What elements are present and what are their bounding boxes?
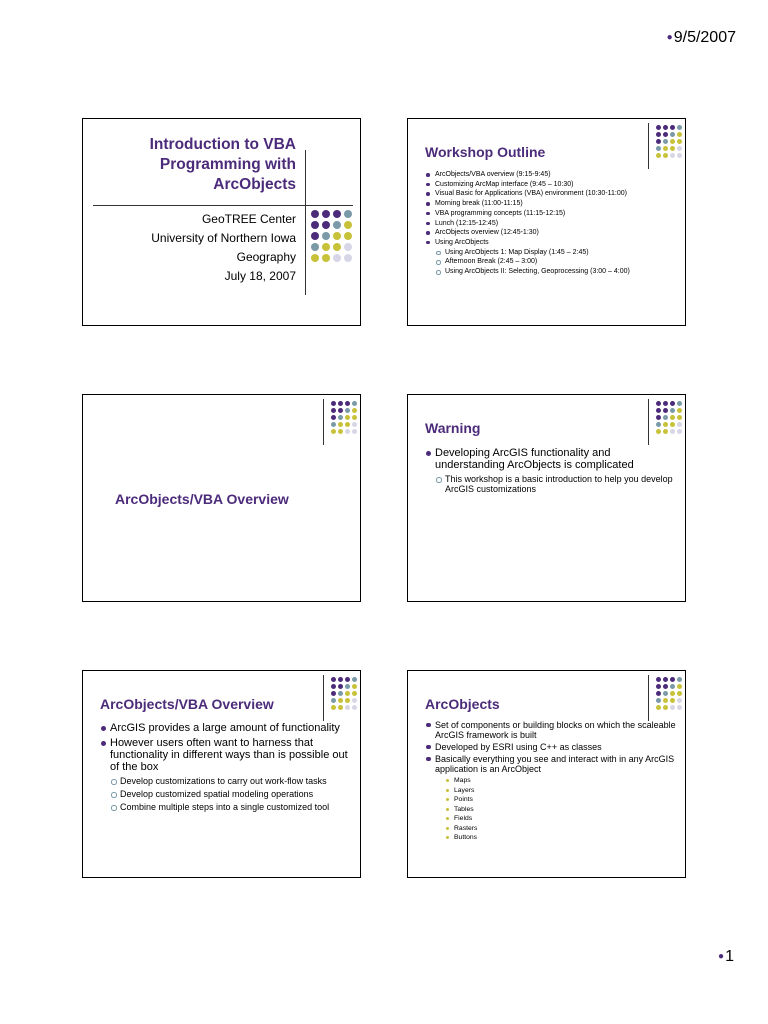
list-item: Visual Basic for Applications (VBA) environment (10:30-11:00) — [425, 189, 670, 199]
divider-vertical — [648, 675, 649, 721]
slide-overview[interactable] — [82, 670, 361, 878]
decorative-dots — [331, 401, 357, 434]
dot — [338, 677, 343, 682]
subtitle-line: Geography — [236, 250, 296, 264]
dot — [670, 429, 675, 434]
list-subitem: Points — [425, 795, 683, 805]
dot — [677, 691, 682, 696]
dot — [331, 705, 336, 710]
dot — [311, 221, 319, 229]
dot — [331, 698, 336, 703]
page-date — [667, 29, 736, 47]
list-subitem: Using ArcObjects II: Selecting, Geoprocessing (3:00 – 4:00) — [425, 267, 670, 277]
dot — [352, 408, 357, 413]
list-item: Set of components or building blocks on which the scaleable ArcGIS framework is built — [425, 720, 683, 740]
dot — [331, 429, 336, 434]
dot — [345, 684, 350, 689]
decorative-dots — [656, 401, 682, 434]
list-item: Developed by ESRI using C++ as classes — [425, 742, 683, 752]
dot — [345, 408, 350, 413]
dot — [677, 677, 682, 682]
slide-title: Warning — [425, 420, 481, 436]
list-item: However users often want to harness that functionality in different ways than is possible out of the box — [100, 737, 352, 773]
dot — [352, 415, 357, 420]
title-line: Introduction to VBA — [149, 136, 296, 153]
slide-title: ArcObjects/VBA Overview — [115, 491, 289, 507]
subtitle-line: University of Northern Iowa — [151, 231, 296, 245]
dot — [322, 243, 330, 251]
dot — [670, 698, 675, 703]
date-text: 9/5/2007 — [673, 29, 736, 46]
dot — [338, 429, 343, 434]
dot — [331, 415, 336, 420]
dot — [656, 691, 661, 696]
list-item: Morning break (11:00-11:15) — [425, 199, 670, 209]
dot — [670, 684, 675, 689]
dot — [670, 153, 675, 158]
dot — [656, 677, 661, 682]
dot — [677, 698, 682, 703]
bullet-list — [425, 447, 677, 497]
dot — [311, 232, 319, 240]
dot — [677, 132, 682, 137]
outline-list — [425, 170, 670, 277]
date-bullet: ● — [666, 32, 673, 43]
dot — [311, 254, 319, 262]
dot — [331, 684, 336, 689]
dot — [311, 243, 319, 251]
dot — [670, 422, 675, 427]
dot — [677, 415, 682, 420]
slide-title-intro[interactable] — [82, 118, 361, 326]
list-item: ArcGIS provides a large amount of functionality — [100, 722, 352, 734]
list-subitem: Combine multiple steps into a single customized tool — [100, 802, 352, 812]
dot — [670, 415, 675, 420]
dot — [345, 677, 350, 682]
divider-vertical — [648, 123, 649, 169]
dot — [345, 691, 350, 696]
dot — [663, 132, 668, 137]
title-line: ArcObjects — [213, 176, 296, 193]
dot — [333, 254, 341, 262]
dot — [322, 210, 330, 218]
list-item: ArcObjects/VBA overview (9:15-9:45) — [425, 170, 670, 180]
dot — [345, 401, 350, 406]
dot — [670, 691, 675, 696]
slide-title — [82, 135, 296, 195]
subtitle-line: July 18, 2007 — [224, 269, 296, 283]
decorative-dots — [311, 210, 352, 262]
dot — [344, 243, 352, 251]
dot — [677, 139, 682, 144]
dot — [338, 691, 343, 696]
list-subitem: Develop customized spatial modeling operations — [100, 789, 352, 799]
dot — [345, 415, 350, 420]
list-subitem: Using ArcObjects 1: Map Display (1:45 – 2:45) — [425, 248, 670, 258]
dot — [677, 401, 682, 406]
dot — [656, 125, 661, 130]
dot — [663, 677, 668, 682]
dot — [670, 705, 675, 710]
dot — [352, 429, 357, 434]
dot — [670, 401, 675, 406]
divider-vertical — [305, 150, 306, 206]
list-subitem: Develop customizations to carry out work-flow tasks — [100, 776, 352, 786]
bullet-list — [425, 720, 683, 843]
dot — [344, 254, 352, 262]
dot — [663, 415, 668, 420]
dot — [338, 408, 343, 413]
dot — [670, 408, 675, 413]
dot — [677, 146, 682, 151]
dot — [656, 698, 661, 703]
dot — [663, 153, 668, 158]
dot — [331, 677, 336, 682]
dot — [345, 429, 350, 434]
decorative-dots — [656, 125, 682, 158]
dot — [331, 422, 336, 427]
list-item: VBA programming concepts (11:15-12:15) — [425, 209, 670, 219]
dot — [677, 705, 682, 710]
dot — [352, 691, 357, 696]
dot — [663, 125, 668, 130]
dot — [344, 210, 352, 218]
dot — [322, 254, 330, 262]
dot — [331, 408, 336, 413]
dot — [331, 691, 336, 696]
dot — [663, 146, 668, 151]
decorative-dots — [656, 677, 682, 710]
dot — [338, 705, 343, 710]
dot — [663, 139, 668, 144]
dot — [656, 153, 661, 158]
dot — [663, 698, 668, 703]
dot — [344, 221, 352, 229]
dot — [352, 684, 357, 689]
dot — [333, 210, 341, 218]
dot — [311, 210, 319, 218]
page-bullet: ● — [718, 951, 725, 962]
dot — [656, 705, 661, 710]
dot — [663, 429, 668, 434]
dot — [344, 232, 352, 240]
dot — [656, 684, 661, 689]
list-item: Customizing ArcMap interface (9:45 – 10:30) — [425, 180, 670, 190]
bullet-list — [100, 722, 352, 815]
dot — [677, 125, 682, 130]
dot — [677, 422, 682, 427]
dot — [670, 677, 675, 682]
dot — [333, 221, 341, 229]
dot — [656, 429, 661, 434]
slide-warning[interactable] — [407, 394, 686, 602]
dot — [670, 146, 675, 151]
dot — [333, 232, 341, 240]
list-subitem: Rasters — [425, 824, 683, 834]
dot — [338, 415, 343, 420]
dot — [352, 422, 357, 427]
dot — [322, 232, 330, 240]
dot — [338, 698, 343, 703]
dot — [338, 684, 343, 689]
list-subitem: This workshop is a basic introduction to help you develop ArcGIS customizations — [425, 474, 677, 494]
dot — [656, 139, 661, 144]
divider-vertical — [648, 399, 649, 445]
list-item: ArcObjects overview (12:45-1:30) — [425, 228, 670, 238]
dot — [677, 684, 682, 689]
list-item: Lunch (12:15-12:45) — [425, 219, 670, 229]
page-number — [718, 948, 734, 966]
dot — [352, 401, 357, 406]
dot — [331, 401, 336, 406]
dot — [670, 132, 675, 137]
dot — [338, 401, 343, 406]
list-subitem: Tables — [425, 805, 683, 815]
list-subitem: Buttons — [425, 833, 683, 843]
dot — [663, 691, 668, 696]
dot — [656, 132, 661, 137]
decorative-dots — [331, 677, 357, 710]
dot — [677, 429, 682, 434]
slide-arcobjects[interactable] — [407, 670, 686, 878]
dot — [345, 705, 350, 710]
slide-subtitle — [82, 210, 296, 286]
dot — [663, 684, 668, 689]
dot — [656, 146, 661, 151]
dot — [670, 125, 675, 130]
divider-horizontal — [93, 205, 353, 206]
dot — [345, 698, 350, 703]
dot — [656, 408, 661, 413]
slide-section-overview[interactable] — [82, 394, 361, 602]
list-item: Developing ArcGIS functionality and understanding ArcObjects is complicated — [425, 447, 677, 471]
dot — [656, 401, 661, 406]
slide-title: Workshop Outline — [425, 144, 546, 160]
divider-vertical — [323, 399, 324, 445]
dot — [663, 408, 668, 413]
list-item: Basically everything you see and interact with in any ArcGIS application is an ArcObject — [425, 754, 683, 774]
dot — [670, 139, 675, 144]
dot — [352, 705, 357, 710]
title-line: Programming with — [159, 156, 296, 173]
dot — [677, 153, 682, 158]
list-subitem: Maps — [425, 776, 683, 786]
dot — [345, 422, 350, 427]
dot — [338, 422, 343, 427]
dot — [656, 415, 661, 420]
dot — [677, 408, 682, 413]
slide-title: ArcObjects/VBA Overview — [100, 696, 274, 712]
slide-workshop-outline[interactable] — [407, 118, 686, 326]
divider-vertical — [323, 675, 324, 721]
list-item: Using ArcObjects — [425, 238, 670, 248]
dot — [663, 401, 668, 406]
slide-title: ArcObjects — [425, 696, 500, 712]
dot — [656, 422, 661, 427]
dot — [352, 698, 357, 703]
page-number-text: 1 — [725, 948, 734, 965]
dot — [352, 677, 357, 682]
dot — [322, 221, 330, 229]
list-subitem: Fields — [425, 814, 683, 824]
dot — [333, 243, 341, 251]
dot — [663, 422, 668, 427]
divider-vertical — [305, 205, 306, 295]
list-subitem: Afternoon Break (2:45 – 3:00) — [425, 257, 670, 267]
dot — [663, 705, 668, 710]
subtitle-line: GeoTREE Center — [201, 212, 296, 226]
list-subitem: Layers — [425, 786, 683, 796]
